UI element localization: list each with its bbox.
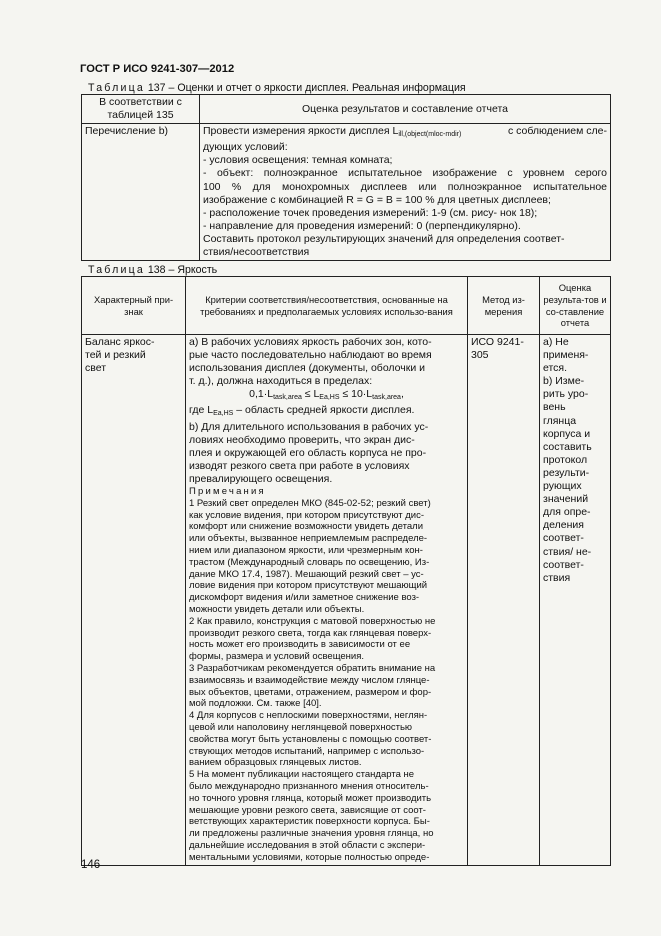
col-header-evaluation: Оценка результатов и составление отчета (200, 95, 611, 124)
row-label: Перечисление b) (82, 124, 200, 261)
line-0: Провести измерения яркости дисплея $L_{ill,(object(mloc-mdir)}$ с соблюдением сле- (203, 125, 607, 139)
report-line: ется. (543, 362, 568, 375)
note-line: 1 Резкий свет определен МКО (845-02-52; резкий свет) (189, 497, 431, 509)
note-line: цевой или наполовину неглянцевой поверхностью (189, 721, 413, 733)
report-line: составить (543, 440, 592, 453)
note-line: ванием образцовых глянцевых листов. (189, 757, 362, 769)
caption-text: 138 – Яркость (147, 264, 218, 276)
report-line: соответ- (543, 558, 584, 571)
note-line: ментальными условиями, которые полностью опреде- (189, 851, 430, 863)
note-line: нием или диапазоном яркости, или чрезмерным кон- (189, 545, 423, 557)
col-header-feature: Характерный при-знак (82, 277, 186, 335)
note-line: ветствующих характеристик поверхности корпуса. Бы- (189, 816, 430, 828)
line-1: дующих условий: (203, 141, 288, 154)
line-5: изображение с комбинацией R = G = B = 100 % для цветных дисплеев; (203, 193, 551, 206)
table-138-caption (88, 264, 217, 276)
notes-title: Примечания (189, 486, 266, 498)
line-7: - направление для проведения измерений: 0 (перпендикулярно). (203, 219, 521, 232)
formula-where: где $L_{Ea,HS}$ – область средней яркости дисплея. (189, 404, 415, 418)
note-line: 4 Для корпусов с неплоскими поверхностями, неглян- (189, 710, 428, 722)
note-line: производит резкого света, тогда как глянцевая поверх- (189, 627, 432, 639)
report-line: рующих (543, 480, 582, 493)
table-137-caption (88, 82, 466, 94)
standard-header: ГОСТ Р ИСО 9241-307—2012 (80, 63, 235, 75)
table-word: Таблица (88, 264, 145, 276)
col-header-reference: В соответствии с таблицей 135 (82, 95, 200, 124)
notes-block (189, 498, 464, 864)
luminance-formula: $0,1\cdot L_{task,area} \le L_{Ea,HS} \le 10\cdot L_{task,area}$, (249, 388, 404, 402)
note-line: ли предложены различные значения уровня глянца, но (189, 828, 434, 840)
table-word: Таблица (88, 82, 145, 94)
report-cell (540, 335, 611, 866)
note-line: или объекты, вызванное неприемлемым распределе- (189, 533, 428, 545)
report-line: рить уро- (543, 388, 589, 401)
report-line: протокол (543, 453, 588, 466)
note-line: ность может его производить в зависимости от ее (189, 639, 411, 651)
line-3: - объект: полноэкранное испытательное изображение с уровнем серого (203, 167, 607, 180)
report-line: вень (543, 401, 566, 414)
report-line: значений (543, 493, 589, 506)
table-138 (81, 276, 611, 866)
note-line: мешающие уровни резкого света, зависящие от соот- (189, 804, 426, 816)
note-line: но точного уровня глянца, который может производить (189, 792, 432, 804)
note-line: 3 Разработчикам рекомендуется обратить внимание на (189, 662, 436, 674)
col-header-criteria: Критерии соответствия/несоответствия, основанные на требованиях и предполагаемых условиях использо-вания (186, 277, 468, 335)
col-header-report: Оценка результа-тов и со-ставление отчета (540, 277, 611, 335)
line-4: 100 % для монохромных дисплеев или полноэкранное испытательное (203, 180, 607, 193)
note-line: дание МКО 17.4, 1987). Мешающий резкий свет – ус- (189, 568, 424, 580)
report-line: ствия (543, 571, 571, 584)
note-line: взаимосвязь и взаимодействие между числом глянце- (189, 674, 430, 686)
line-8: Составить протокол результирующих значений для определения соответ- (203, 232, 565, 245)
col-header-method: Метод из-мерения (468, 277, 540, 335)
note-line: формы, размера и условий освещения. (189, 651, 365, 663)
note-line: дальнейшие исследования в этой области с экспери- (189, 839, 426, 851)
report-line: применя- (543, 349, 589, 362)
note-line: трастом (Международный словарь по освещению, Из- (189, 556, 430, 568)
note-line: как условие видения, при котором присутствуют дис- (189, 509, 425, 521)
report-line: результи- (543, 466, 590, 479)
note-line: ловие видения при котором присутствуют мешающий (189, 580, 428, 592)
line-9: ствия/несоответствия (203, 246, 310, 259)
report-line: а) Не (543, 336, 569, 348)
report-line: ствия/ не- (543, 545, 592, 558)
report-line: соответ- (543, 532, 584, 545)
caption-text: 137 – Оценки и отчет о яркости дисплея. Реальная информация (147, 82, 466, 94)
note-line: было международно признанного мнения относитель- (189, 780, 429, 792)
note-line: ствующих методов испытаний, например с использо- (189, 745, 425, 757)
line-2: - условия освещения: темная комната; (203, 154, 393, 167)
report-line: b) Изме- (543, 375, 585, 388)
note-line: вых объектов, цветами, отражением, размером и фор- (189, 686, 432, 698)
report-line: глянца (543, 414, 577, 427)
report-line: для опре- (543, 506, 591, 519)
line-6: - расположение точек проведения измерений: 1-9 (см. рису- нок 18); (203, 206, 538, 219)
note-line: 2 Как правило, конструкция с матовой поверхностью не (189, 615, 436, 627)
page-number: 146 (81, 859, 101, 871)
note-line: можности увидеть детали или объекты. (189, 604, 365, 615)
report-line: деления (543, 519, 584, 532)
feature-cell: Баланс яркос- тей и резкий свет (82, 335, 186, 866)
method-cell: ИСО 9241- 305 (468, 335, 540, 866)
evaluation-cell (200, 124, 611, 261)
note-line: дискомфорт видения и/или заметное снижение воз- (189, 592, 420, 604)
table-137 (81, 94, 611, 261)
note-line: мой подложки. См. также [40]. (189, 698, 322, 710)
note-line: 5 На момент публикации настоящего стандарта не (189, 769, 415, 781)
report-line: корпуса и (543, 427, 591, 440)
criteria-cell: а) В рабочих условиях яркость рабочих зон, кото- рые часто последовательно наблюдают во время использования дисплея (документы, оболочки и т. д.), должна находиться в пределах: $0,1\cdot L_{task,area} \le L_{Ea,HS} \le 10\cdot L_{task,area}$, где $L_{Ea,HS}$ – область средней яркости дисплея. b) Для длительного использования в рабочих ус- ловиях необходимо проверить, что экран дис- плея и окружающей его область корпуса не про- изводят резкого света при работе в условиях превалирующего освещения. Примечания 1 Резкий свет определен МКО (845-02-52; резкий свет) как условие видения, при котором присутствуют дис- комфорт или снижение возможности увидеть детали или объекты, вызванное неприемлемым распределе- нием или диапазоном яркости, или чрезмерным кон- трастом (Международный словарь по освещению, Из- дание МКО 17.4, 1987). Мешающий резкий свет – ус- ловие видения при котором присутствуют мешающий дискомфорт видения и/или заметное снижение воз- можности увидеть детали или объекты. 2 Как правило, конструкция с матовой поверхностью не производит резкого света, тогда как глянцевая поверх- ность может его производить в зависимости от ее формы, размера и условий освещения. 3 Разработчикам рекомендуется обратить внимание на взаимосвязь и взаимодействие между числом глянце- вых объектов, цветами, отражением, размером и фор- мой подложки. См. также [40]. 4 Для корпусов с неплоскими поверхностями, неглян- цевой или наполовину неглянцевой поверхностью свойства могут быть установлены с помощью соответ- ствующих методов испытаний, например с использо- ванием образцовых глянцевых листов. 5 На момент публикации настоящего стандарта не было международно признанного мнения относитель- но точного уровня глянца, который может производить мешающие уровни резкого света, зависящие от соот- ветствующих характеристик поверхности корпуса. Бы- ли предложены различные значения уровня глянца, но дальнейшие исследования в этой области с экспери- ментальными условиями, которые полностью опреде- (186, 335, 468, 866)
note-line: свойства могут быть установлены с помощью соответ- (189, 733, 432, 745)
note-line: комфорт или снижение возможности увидеть детали (189, 521, 424, 533)
